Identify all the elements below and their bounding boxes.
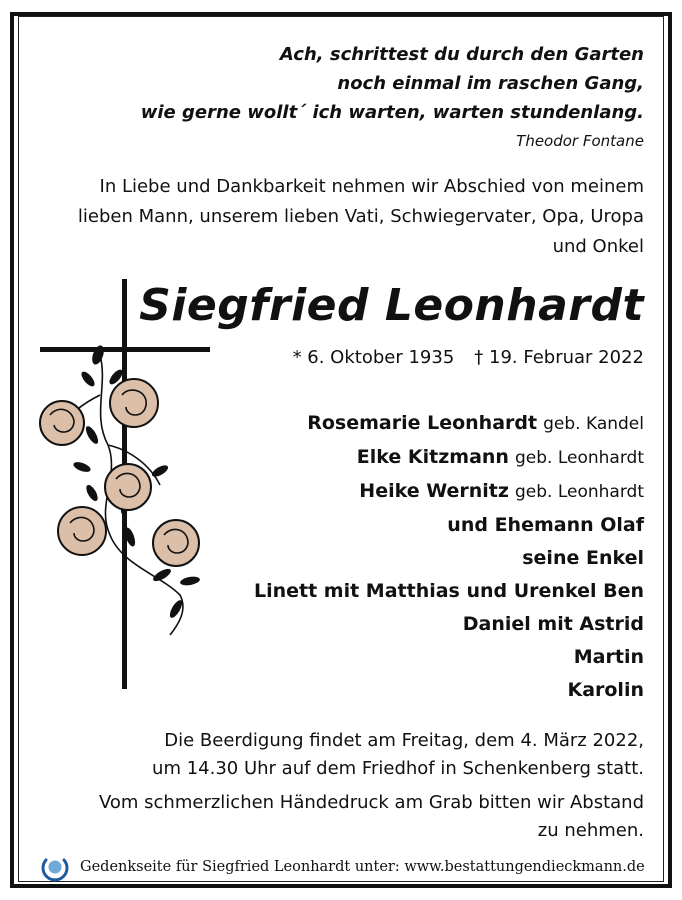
mourner-name: Martin [573, 646, 644, 668]
intro-line: In Liebe und Dankbarkeit nehmen wir Abschied von meinem [99, 176, 644, 197]
mourner-name: Elke Kitzmann [356, 446, 509, 468]
poem-line: noch einmal im raschen Gang, [337, 73, 644, 94]
mourner-note: geb. Leonhardt [515, 448, 644, 468]
poem-block [141, 40, 644, 150]
birth-date: * 6. Oktober 1935 [292, 347, 455, 368]
poem-author: Theodor Fontane [516, 132, 644, 150]
intro-line: lieben Mann, unserem lieben Vati, Schwiegervater, Opa, Uropa [77, 206, 644, 227]
intro-text [34, 172, 644, 262]
mourner-name: Heike Wernitz [359, 480, 509, 502]
mourners-list [254, 407, 644, 707]
mourner-name: und Ehemann Olaf [447, 514, 644, 536]
mourner-name: Karolin [567, 679, 644, 701]
mourner-note: geb. Leonhardt [515, 482, 644, 502]
cross-with-roses-icon [30, 275, 220, 695]
poem-line: wie gerne wollt´ ich warten, warten stundenlang. [140, 102, 644, 123]
mourner-name: Linett mit Matthias und Urenkel Ben [253, 580, 644, 602]
mourner-name: Daniel mit Astrid [462, 613, 644, 635]
mourner-note: geb. Kandel [543, 414, 644, 434]
mourner-entry [254, 608, 644, 641]
memorial-page-link[interactable]: Gedenkseite für Siegfried Leonhardt unter: www.bestattungendieckmann.de [80, 859, 645, 875]
mourner-entry [254, 641, 644, 674]
funeral-line: zu nehmen. [537, 820, 644, 841]
intro-line: und Onkel [552, 236, 644, 257]
footer [40, 850, 646, 884]
mourner-entry [254, 441, 644, 475]
mourner-entry [254, 509, 644, 542]
mourner-name: Rosemarie Leonhardt [307, 412, 538, 434]
funeral-info [34, 727, 644, 845]
mourner-entry [254, 475, 644, 509]
funeral-line: um 14.30 Uhr auf dem Friedhof in Schenkenberg statt. [152, 758, 644, 779]
deceased-name: Siegfried Leonhardt [139, 280, 644, 331]
life-dates [293, 344, 644, 372]
mourner-name: seine Enkel [522, 547, 644, 569]
mourner-entry [254, 674, 644, 707]
mourner-entry [254, 542, 644, 575]
funeral-line: Die Beerdigung findet am Freitag, dem 4. März 2022, [164, 730, 644, 751]
poem-line: Ach, schrittest du durch den Garten [279, 44, 644, 65]
funeral-line: Vom schmerzlichen Händedruck am Grab bitten wir Abstand [98, 792, 644, 813]
mourner-entry [254, 407, 644, 441]
death-date: † 19. Februar 2022 [474, 347, 644, 368]
memorial-logo-icon [40, 852, 70, 882]
mourner-entry [254, 575, 644, 608]
